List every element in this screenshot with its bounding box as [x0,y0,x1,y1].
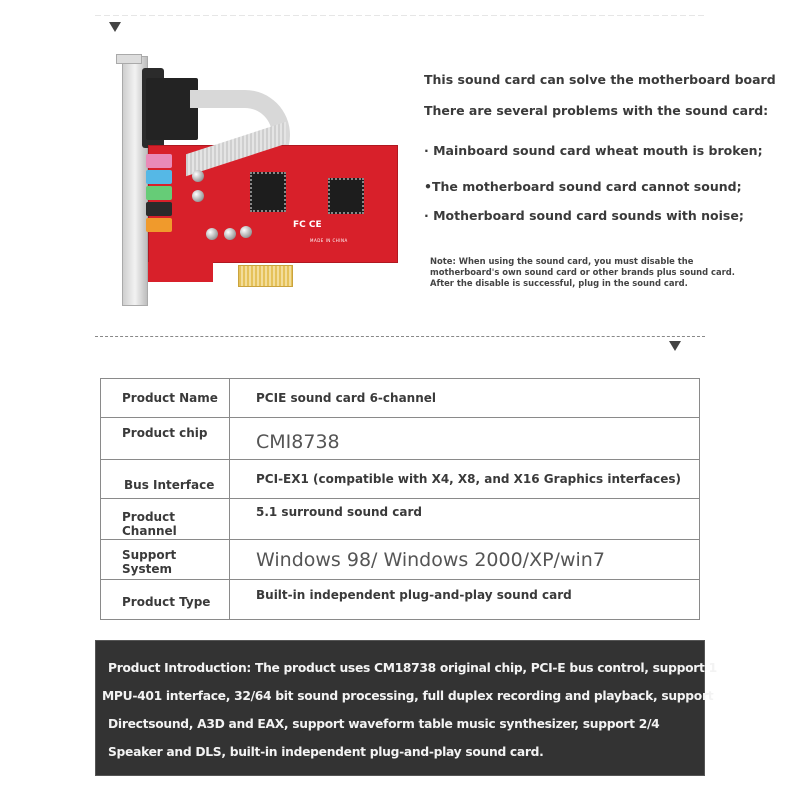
made-in-label: MADE IN CHINA [310,238,348,243]
problem-item: · Motherboard sound card sounds with noise; [424,208,744,223]
problem-item: · Mainboard sound card wheat mouth is broken; [424,143,763,158]
spec-value: Windows 98/ Windows 2000/XP/win7 [230,540,700,580]
note-line: motherboard's own sound card or other brands plus sound card. [430,267,735,277]
triangle-down-icon [669,341,681,351]
spec-value: PCI-EX1 (compatible with X4, X8, and X16 Graphics interfaces) [230,460,700,499]
introduction-line: MPU-401 interface, 32/64 bit sound processing, full duplex recording and playback, support [102,689,714,703]
introduction-line: Speaker and DLS, built-in independent plug-and-play sound card. [108,745,544,759]
top-divider [95,15,705,16]
table-row [101,540,700,580]
audio-chip [250,172,286,212]
table-row [101,499,700,540]
note-line: Note: When using the sound card, you must disable the [430,256,694,266]
bracket-tab [116,54,142,64]
audio-jack-blue [146,170,172,184]
audio-jack-pink [146,154,172,168]
spec-table [100,378,700,620]
table-row [101,580,700,620]
dashed-divider [95,336,705,337]
intro-subheading: There are several problems with the sound card: [424,103,769,118]
problem-item: •The motherboard sound card cannot sound; [424,179,742,194]
introduction-line: Directsound, A3D and EAX, support waveform table music synthesizer, support 2/4 [108,717,660,731]
triangle-down-icon [109,22,121,32]
note-line: After the disable is successful, plug in the sound card. [430,278,688,288]
spec-label: Product Name [101,379,230,418]
spec-value: PCIE sound card 6-channel [230,379,700,418]
capacitor [192,170,204,182]
audio-jack-orange [146,218,172,232]
product-introduction-panel [95,640,717,776]
intro-heading: This sound card can solve the motherboard board [424,72,776,87]
fcc-ce-mark: FC CE [293,220,322,230]
spec-label: Product Type [101,580,230,620]
spec-value: CMI8738 [230,418,700,460]
spec-label: Product Channel [101,499,230,540]
audio-jack-black [146,202,172,216]
capacitor [206,228,218,240]
usage-note [430,256,735,289]
audio-jack-green [146,186,172,200]
introduction-line: Product Introduction: The product uses CM18738 original chip, PCI-E bus control, support 1 [108,661,717,675]
spec-label: Product chip [101,418,230,460]
spec-label: Support System [101,540,230,580]
capacitor [224,228,236,240]
table-row [101,418,700,460]
spec-value: Built-in independent plug-and-play sound card [230,580,700,620]
capacitor [240,226,252,238]
sound-card-image [110,50,400,310]
pcb-tail [148,262,213,282]
capacitor [192,190,204,202]
table-row [101,379,700,418]
spec-label: Bus Interface [101,460,230,499]
table-row [101,460,700,499]
spec-value: 5.1 surround sound card [230,499,700,540]
controller-chip [328,178,364,214]
pcie-x1-connector [238,265,293,287]
